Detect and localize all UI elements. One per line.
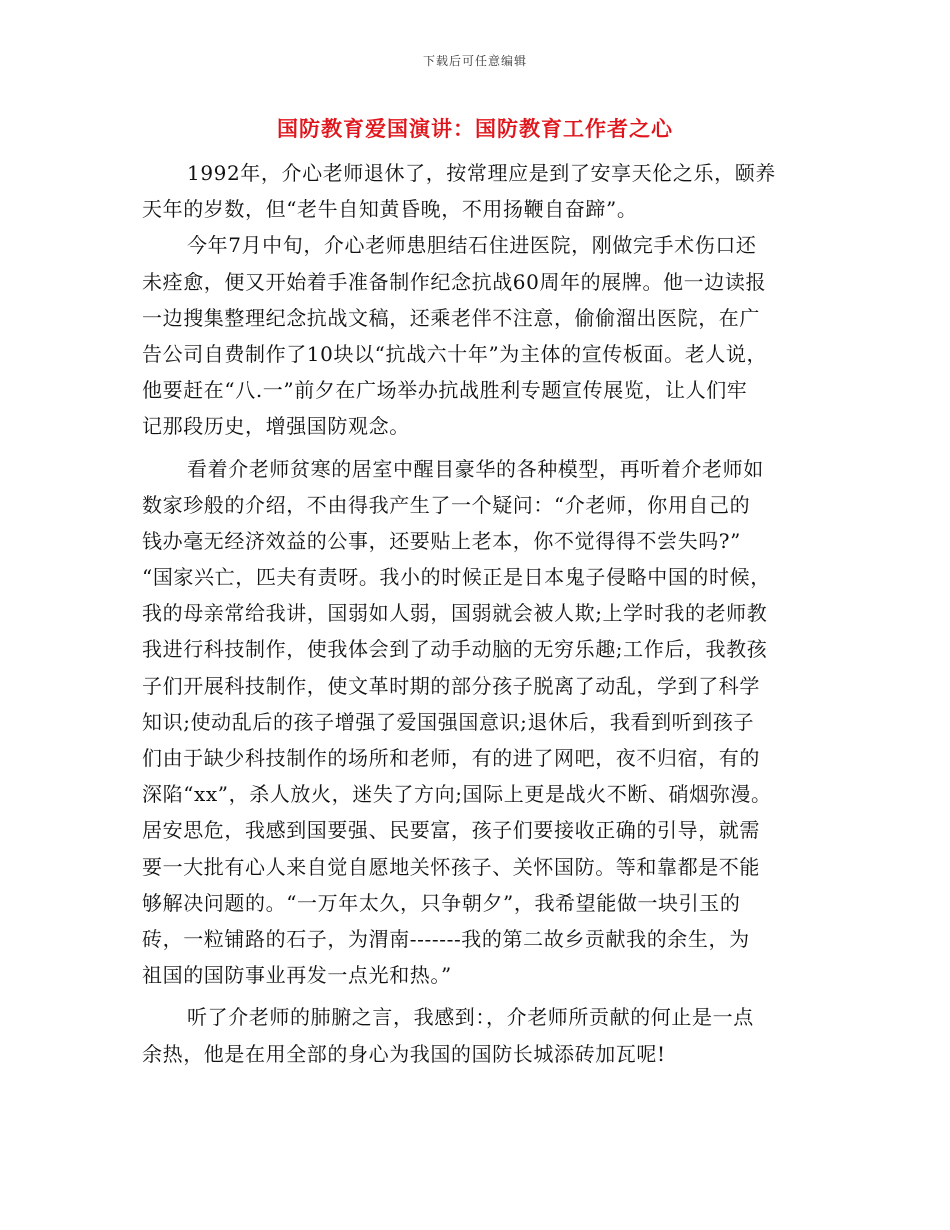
paragraph-line: 记那段历史，增强国防观念。 — [142, 414, 410, 439]
paragraph-line: 我进行科技制作，使我体会到了动手动脑的无穷乐趣;工作后，我教孩 — [142, 637, 768, 662]
paragraph-line: 钱办毫无经济效益的公事，还要贴上老本，你不觉得得不尝失吗?” — [142, 528, 741, 553]
header-note: 下载后可任意编辑 — [422, 54, 527, 68]
paragraph-line: 深陷“xx”，杀人放火，迷失了方向;国际上更是战火不断、硝烟弥漫。 — [142, 782, 772, 807]
paragraph-line: 知识;使动乱后的孩子增强了爱国强国意识;退休后，我看到听到孩子 — [142, 709, 755, 734]
paragraph-line: 看着介老师贫寒的居室中醒目豪华的各种模型，再听着介老师如 — [187, 456, 764, 481]
paragraph-line: 居安思危，我感到国要强、民要富，孩子们要接收正确的引导，就需 — [142, 818, 760, 843]
paragraph-line: 们由于缺少科技制作的场所和老师，有的进了网吧，夜不归宿，有的 — [142, 746, 760, 770]
paragraph-line: “国家兴亡，匹夫有责呀。我小的时候正是日本鬼子侵略中国的时候， — [142, 565, 771, 590]
paragraph-line: 数家珍般的介绍，不由得我产生了一个疑问：“介老师，你用自己的 — [142, 492, 751, 517]
paragraph-line: 一边搜集整理纪念抗战文稿，还乘老伴不注意，偷偷溜出医院，在广 — [142, 305, 760, 330]
paragraph-line: 告公司自费制作了10块以“抗战六十年”为主体的宣传板面。老人说， — [142, 341, 768, 366]
paragraph-line: 砖，一粒铺路的石子，为渭南-------我的第二故乡贡献我的余生，为 — [142, 926, 750, 951]
document-title: 国防教育爱国演讲：国防教育工作者之心 — [277, 116, 673, 141]
paragraph-line: 未痊愈，便又开始着手准备制作纪念抗战60周年的展牌。他一边读报 — [142, 269, 767, 294]
paragraph-line: 够解决问题的。“一万年太久，只争朝夕”，我希望能做一块引玉的 — [142, 890, 741, 915]
paragraph-line: 余热，他是在用全部的身心为我国的国防长城添砖加瓦呢! — [142, 1041, 666, 1066]
paragraph-line: 要一大批有心人来自觉自愿地关怀孩子、关怀国防。等和靠都是不能 — [142, 854, 760, 879]
paragraph-line: 今年7月中旬，介心老师患胆结石住进医院，刚做完手术伤口还 — [187, 233, 757, 258]
paragraph-line: 祖国的国防事业再发一点光和热。” — [142, 963, 452, 988]
document-body — [142, 155, 832, 1072]
paragraph-line: 1992年，介心老师退休了，按常理应是到了安享天伦之乐，颐养 — [187, 161, 776, 185]
paragraph-line: 我的母亲常给我讲，国弱如人弱，国弱就会被人欺;上学时我的老师教 — [142, 601, 768, 626]
paragraph-line: 听了介老师的肺腑之言，我感到：，介老师所贡献的何止是一点 — [187, 1005, 754, 1030]
paragraph-line: 子们开展科技制作，使文革时期的部分孩子脱离了动乱，学到了科学 — [142, 673, 760, 698]
paragraph-line: 天年的岁数，但“老牛自知黄昏晚，不用扬鞭自奋蹄”。 — [142, 197, 638, 222]
paragraph-line: 他要赶在“八.一”前夕在广场举办抗战胜利专题宣传展览，让人们牢 — [142, 378, 748, 403]
